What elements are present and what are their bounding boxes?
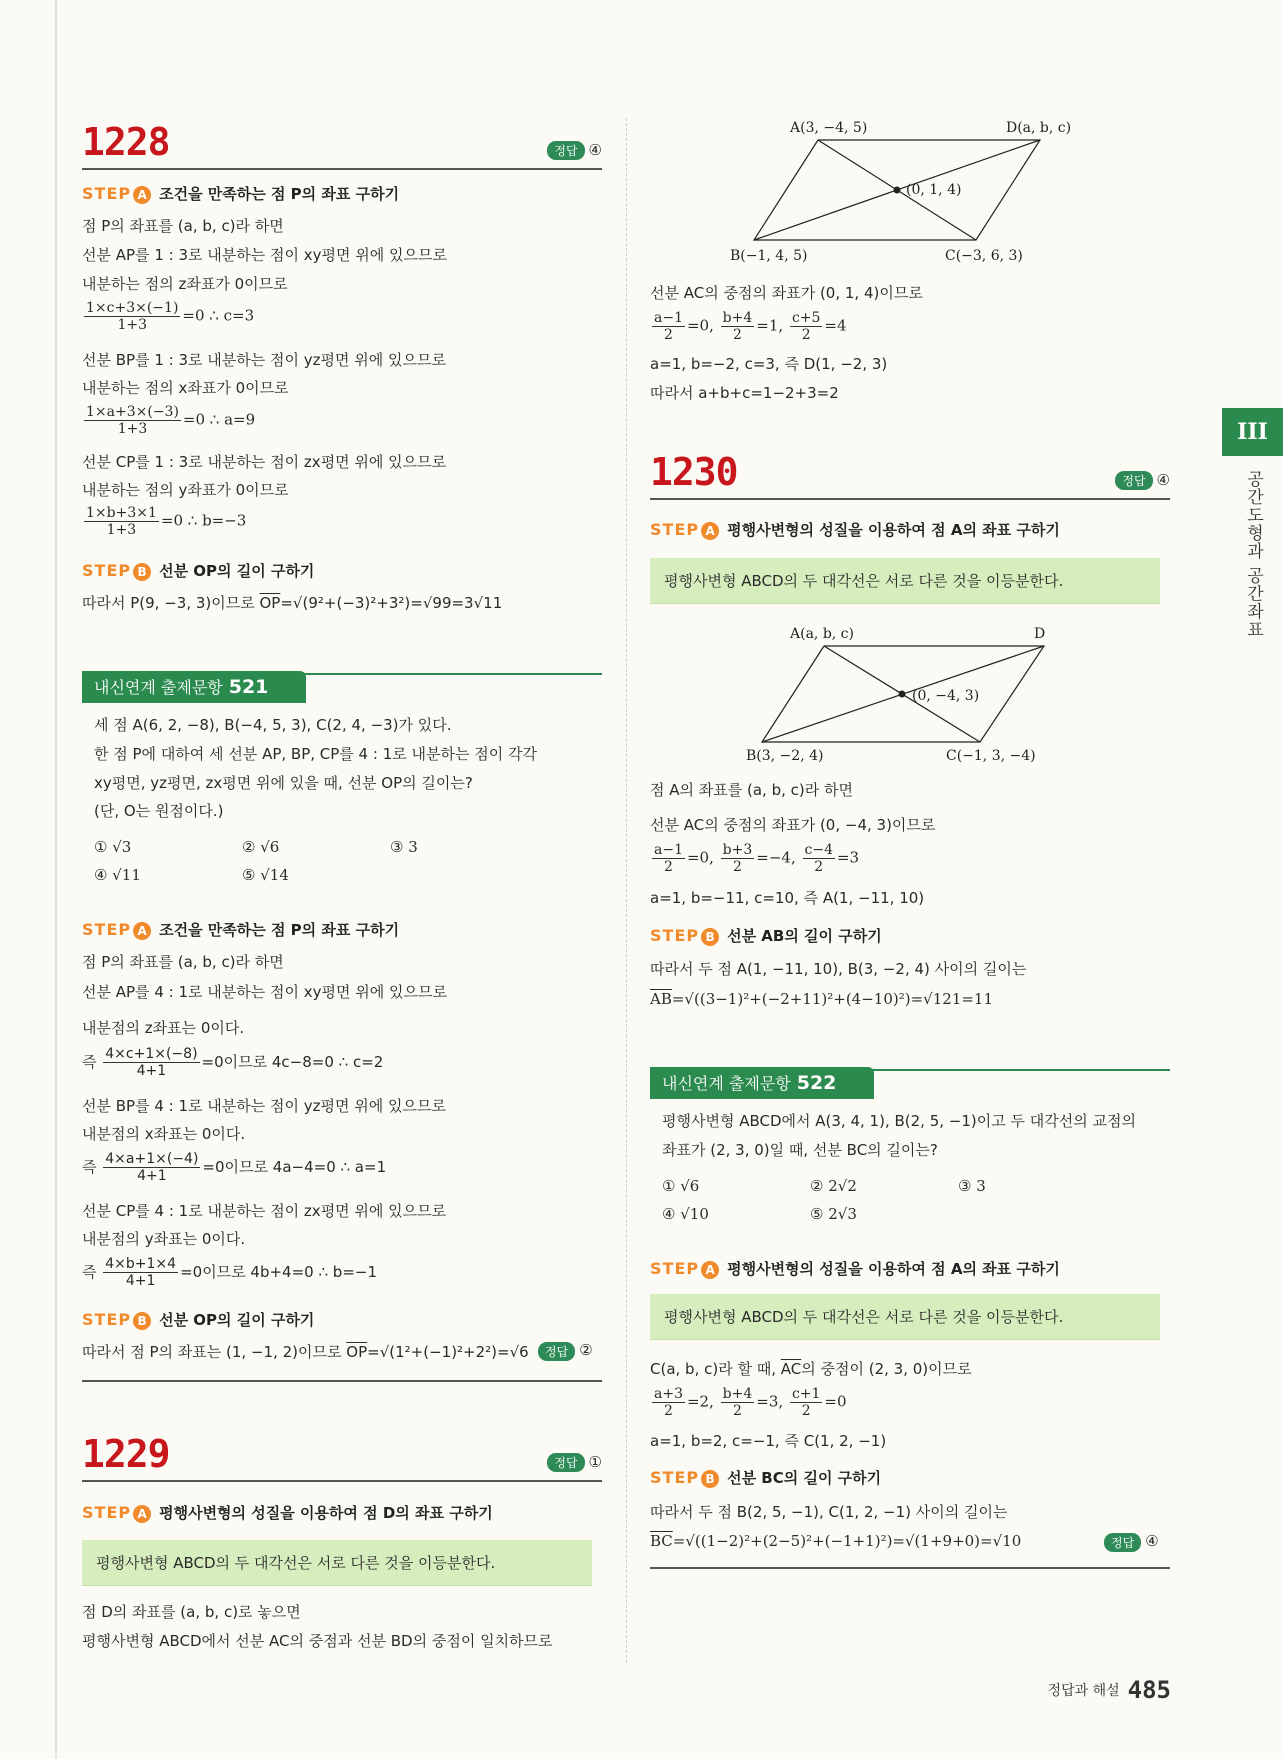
fraction-equation bbox=[650, 1386, 847, 1419]
step-title: 선분 AB의 길이 구하기 bbox=[727, 927, 882, 945]
text-line: 선분 AP를 1 : 3로 내분하는 점이 xy평면 위에 있으므로 bbox=[82, 246, 447, 264]
step-tag: STEP bbox=[650, 520, 700, 539]
text-line: 선분 AP를 4 : 1로 내분하는 점이 xy평면 위에 있으므로 bbox=[82, 983, 447, 1001]
label-c: C(−1, 3, −4) bbox=[946, 748, 1036, 764]
fraction-equation bbox=[82, 1046, 383, 1079]
fraction-equation bbox=[650, 842, 859, 875]
tip-box: 평행사변형 ABCD의 두 대각선은 서로 다른 것을 이등분한다. bbox=[650, 558, 1160, 604]
equation-rest: =1, bbox=[756, 316, 784, 335]
parallelogram-diagram-1230 bbox=[746, 618, 1100, 768]
fraction bbox=[84, 404, 181, 437]
segment-bc: $\overline{BC}$ bbox=[650, 1532, 673, 1550]
fraction bbox=[652, 842, 685, 875]
step-tag: STEP bbox=[82, 184, 132, 203]
equation-rest: =3 bbox=[836, 848, 860, 867]
choice-3: ③ 3 bbox=[958, 1177, 986, 1195]
step-tag: STEP bbox=[650, 926, 700, 945]
choices-row bbox=[662, 1177, 1106, 1195]
equation-rest: =4 bbox=[824, 316, 847, 335]
text-line: 내분하는 점의 x좌표가 0이므로 bbox=[82, 379, 289, 397]
fraction bbox=[790, 1386, 822, 1419]
numerator: b+4 bbox=[722, 310, 753, 326]
step-title: 선분 BC의 길이 구하기 bbox=[727, 1469, 882, 1487]
naesin-rule bbox=[282, 673, 602, 675]
question-line: 한 점 P에 대하여 세 선분 AP, BP, CP를 4 : 1로 내분하는 점이 각각 bbox=[94, 745, 537, 763]
step-letter: A bbox=[133, 1505, 151, 1523]
step-title: 평행사변형의 성질을 이용하여 점 A의 좌표 구하기 bbox=[727, 1260, 1060, 1278]
step-a-heading bbox=[82, 919, 399, 940]
naesin-rule bbox=[850, 1069, 1170, 1071]
problem-1228-header bbox=[82, 116, 602, 170]
choice-3: ③ 3 bbox=[390, 838, 418, 856]
naesin-label-bar bbox=[82, 671, 306, 703]
text-line: 선분 AC의 중점의 좌표가 (0, −4, 3)이므로 bbox=[650, 816, 936, 834]
text-part: C(a, b, c)라 할 때, bbox=[650, 1360, 781, 1378]
column-divider bbox=[626, 118, 627, 1663]
label-a: A(3, −4, 5) bbox=[790, 120, 868, 136]
step-letter: A bbox=[133, 922, 151, 940]
step-tag: STEP bbox=[82, 920, 132, 939]
choice-4: ④ √11 bbox=[94, 866, 141, 884]
numerator: 4×a+1×(−4) bbox=[105, 1151, 199, 1167]
step-tag: STEP bbox=[82, 1310, 132, 1329]
section-end-rule bbox=[82, 1380, 602, 1382]
text-line: 선분 CP를 4 : 1로 내분하는 점이 zx평면 위에 있으므로 bbox=[82, 1202, 447, 1220]
step-title: 선분 OP의 길이 구하기 bbox=[159, 1311, 315, 1329]
fraction bbox=[721, 310, 755, 343]
text-line: 내분점의 y좌표는 0이다. bbox=[82, 1230, 246, 1248]
fraction bbox=[84, 300, 180, 333]
step-a-heading bbox=[650, 1258, 1060, 1279]
fraction-equation bbox=[82, 404, 255, 437]
text-line: 내분하는 점의 y좌표가 0이므로 bbox=[82, 481, 289, 499]
naesin-label: 내신연계 출제문항 bbox=[94, 678, 223, 697]
label-d: D bbox=[1034, 626, 1046, 642]
step-title: 평행사변형의 성질을 이용하여 점 A의 좌표 구하기 bbox=[727, 521, 1060, 539]
step-a-heading bbox=[82, 1502, 493, 1523]
answer-value: ④ bbox=[1145, 1532, 1159, 1550]
numerator: b+3 bbox=[722, 842, 753, 858]
answer-marker bbox=[547, 141, 602, 160]
denominator: 2 bbox=[733, 859, 742, 875]
label-b: B(3, −2, 4) bbox=[746, 748, 824, 764]
problem-1230-header bbox=[650, 446, 1170, 500]
text-line: 점 D의 좌표를 (a, b, c)로 놓으면 bbox=[82, 1603, 301, 1621]
equation-rest: =0 bbox=[824, 1392, 847, 1411]
fraction bbox=[652, 1386, 685, 1419]
equation-rest: =0, bbox=[686, 848, 714, 867]
equation-prefix: 즉 bbox=[82, 1158, 102, 1176]
result-line bbox=[82, 1341, 529, 1362]
label-d: D(a, b, c) bbox=[1006, 120, 1072, 136]
text-line: 내분점의 x좌표는 0이다. bbox=[82, 1125, 246, 1143]
fraction-equation bbox=[82, 1151, 386, 1184]
answer-marker bbox=[1104, 1532, 1159, 1552]
text-line: 점 P의 좌표를 (a, b, c)라 하면 bbox=[82, 217, 284, 235]
label-midpoint: (0, 1, 4) bbox=[906, 182, 962, 198]
fraction bbox=[721, 1386, 755, 1419]
fraction bbox=[103, 1151, 200, 1184]
choices-row bbox=[94, 866, 390, 884]
segment-op: $\overline{OP}$ bbox=[259, 594, 281, 612]
numerator: c−4 bbox=[804, 842, 833, 858]
naesin-label-bar bbox=[650, 1067, 874, 1099]
numerator: b+4 bbox=[722, 1386, 753, 1402]
step-b-heading bbox=[650, 925, 882, 946]
segment-ac: $\overline{AC}$ bbox=[780, 1360, 802, 1378]
segment-op: $\overline{OP}$ bbox=[346, 1343, 368, 1361]
text-line: 따라서 두 점 A(1, −11, 10), B(3, −2, 4) 사이의 길이는 bbox=[650, 960, 1027, 978]
denominator: 2 bbox=[801, 327, 811, 343]
denominator: 2 bbox=[733, 327, 742, 343]
answer-badge: 정답 bbox=[1115, 471, 1152, 490]
chapter-title: 공간도형과 공간좌표 bbox=[1243, 470, 1263, 639]
label-c: C(−3, 6, 3) bbox=[945, 248, 1023, 264]
denominator: 2 bbox=[664, 327, 673, 343]
step-letter: B bbox=[701, 1470, 719, 1488]
denominator: 2 bbox=[733, 1403, 742, 1419]
result-text: 따라서 P(9, −3, 3)이므로 bbox=[82, 594, 260, 612]
segment-ab: $\overline{AB}$ bbox=[650, 990, 672, 1008]
step-letter: A bbox=[701, 522, 719, 540]
text-line: 내분점의 z좌표는 0이다. bbox=[82, 1019, 245, 1037]
step-letter: B bbox=[133, 563, 151, 581]
equation-prefix: 즉 bbox=[82, 1053, 102, 1071]
text-line: a=1, b=2, c=−1, 즉 C(1, 2, −1) bbox=[650, 1432, 887, 1450]
problem-1229-header bbox=[82, 1428, 602, 1482]
result-line bbox=[650, 1532, 1021, 1550]
answer-value: ② bbox=[579, 1341, 593, 1359]
answer-value: ④ bbox=[588, 141, 602, 159]
answer-value: ① bbox=[588, 1453, 602, 1471]
naesin-number: 522 bbox=[796, 1072, 837, 1094]
equation-prefix: 즉 bbox=[82, 1263, 102, 1281]
fraction bbox=[803, 842, 835, 875]
chapter-tab: III bbox=[1222, 408, 1283, 456]
equation-rest: =3, bbox=[756, 1392, 784, 1411]
equation-rest: =0이므로 4c−8=0 ∴ c=2 bbox=[201, 1053, 384, 1071]
choice-4: ④ √10 bbox=[662, 1205, 709, 1223]
naesin-number: 521 bbox=[228, 676, 269, 698]
choice-2: ② 2√2 bbox=[810, 1177, 857, 1195]
equation-rest: =0 ∴ c=3 bbox=[182, 306, 255, 325]
fraction-equation bbox=[82, 505, 246, 538]
naesin-521-header bbox=[82, 671, 602, 707]
text-line: 선분 AC의 중점의 좌표가 (0, 1, 4)이므로 bbox=[650, 284, 923, 302]
result-line bbox=[82, 592, 502, 613]
text-line: 평행사변형 ABCD에서 선분 AC의 중점과 선분 BD의 중점이 일치하므로 bbox=[82, 1632, 553, 1650]
step-b-heading bbox=[650, 1467, 881, 1488]
parallelogram-diagram-1229 bbox=[730, 118, 1080, 268]
question-line: xy평면, yz평면, zx평면 위에 있을 때, 선분 OP의 길이는? bbox=[94, 774, 473, 792]
denominator: 2 bbox=[801, 1403, 811, 1419]
equation-rest: =0, bbox=[686, 316, 714, 335]
fraction-equation bbox=[650, 310, 847, 343]
step-letter: B bbox=[133, 1312, 151, 1330]
equation-rest: =0이므로 4b+4=0 ∴ b=−1 bbox=[180, 1263, 377, 1281]
numerator: c+1 bbox=[791, 1386, 821, 1402]
text-line: a=1, b=−2, c=3, 즉 D(1, −2, 3) bbox=[650, 355, 888, 373]
step-a-heading bbox=[650, 519, 1060, 540]
result-formula: =√(1²+(−1)²+2²)=√6 bbox=[367, 1343, 529, 1361]
answer-badge: 정답 bbox=[538, 1342, 575, 1361]
fraction bbox=[721, 842, 755, 875]
midpoint-dot bbox=[894, 187, 901, 194]
label-b: B(−1, 4, 5) bbox=[730, 248, 808, 264]
page-footer bbox=[1048, 1676, 1171, 1704]
denominator: 2 bbox=[664, 859, 673, 875]
step-tag: STEP bbox=[82, 1503, 132, 1522]
text-line: 따라서 두 점 B(2, 5, −1), C(1, 2, −1) 사이의 길이는 bbox=[650, 1503, 1008, 1521]
equation-rest: =−4, bbox=[756, 848, 796, 867]
equation-rest: =0이므로 4a−4=0 ∴ a=1 bbox=[202, 1158, 387, 1176]
denominator: 1+3 bbox=[106, 522, 137, 538]
problem-number: 1228 bbox=[82, 120, 170, 164]
numerator: a−1 bbox=[654, 842, 683, 858]
tip-box: 평행사변형 ABCD의 두 대각선은 서로 다른 것을 이등분한다. bbox=[650, 1294, 1160, 1340]
step-a-heading bbox=[82, 183, 399, 204]
denominator: 4+1 bbox=[136, 1063, 167, 1079]
equation-rest: =2, bbox=[686, 1392, 714, 1411]
fraction bbox=[84, 505, 159, 538]
denominator: 4+1 bbox=[137, 1168, 167, 1184]
denominator: 1+3 bbox=[117, 317, 147, 333]
text-line: 따라서 a+b+c=1−2+3=2 bbox=[650, 384, 839, 402]
step-title: 선분 OP의 길이 구하기 bbox=[159, 562, 315, 580]
denominator: 4+1 bbox=[125, 1273, 156, 1289]
section-end-rule bbox=[650, 1567, 1170, 1569]
equation-rest: =0 ∴ a=9 bbox=[182, 410, 256, 429]
result-formula: =√(9²+(−3)²+3²)=√99=3√11 bbox=[280, 594, 503, 612]
tip-box: 평행사변형 ABCD의 두 대각선은 서로 다른 것을 이등분한다. bbox=[82, 1540, 592, 1586]
fraction bbox=[652, 310, 685, 343]
fraction bbox=[790, 310, 822, 343]
question-line: 좌표가 (2, 3, 0)일 때, 선분 BC의 길이는? bbox=[662, 1141, 938, 1159]
step-letter: A bbox=[133, 186, 151, 204]
denominator: 1+3 bbox=[117, 421, 148, 437]
choices-row bbox=[94, 838, 538, 856]
denominator: 2 bbox=[664, 1403, 673, 1419]
label-a: A(a, b, c) bbox=[790, 626, 854, 642]
result-formula: =√((3−1)²+(−2+11)²+(4−10)²)=√121=11 bbox=[671, 990, 994, 1008]
answer-marker bbox=[547, 1453, 602, 1472]
step-letter: B bbox=[701, 928, 719, 946]
step-title: 평행사변형의 성질을 이용하여 점 D의 좌표 구하기 bbox=[159, 1504, 493, 1522]
answer-marker bbox=[538, 1341, 593, 1361]
numerator: 4×c+1×(−8) bbox=[105, 1046, 198, 1062]
label-midpoint: (0, −4, 3) bbox=[912, 688, 980, 704]
numerator: c+5 bbox=[791, 310, 821, 326]
numerator: 1×b+3×1 bbox=[86, 505, 157, 521]
naesin-522-header bbox=[650, 1067, 1170, 1103]
text-line: a=1, b=−11, c=10, 즉 A(1, −11, 10) bbox=[650, 889, 925, 907]
step-tag: STEP bbox=[82, 561, 132, 580]
question-line: (단, O는 원점이다.) bbox=[94, 802, 224, 820]
question-line: 평행사변형 ABCD에서 A(3, 4, 1), B(2, 5, −1)이고 두 대각선의 교점의 bbox=[662, 1112, 1136, 1130]
equation-rest: =0 ∴ b=−3 bbox=[160, 511, 247, 530]
result-line bbox=[650, 990, 993, 1008]
midpoint-dot bbox=[899, 691, 906, 698]
text-part: 의 중점이 (2, 3, 0)이므로 bbox=[801, 1360, 972, 1378]
numerator: 4×b+1×4 bbox=[105, 1256, 177, 1272]
choices-row bbox=[662, 1205, 958, 1223]
numerator: 1×a+3×(−3) bbox=[86, 404, 179, 420]
text-line: 점 P의 좌표를 (a, b, c)라 하면 bbox=[82, 953, 284, 971]
choice-1: ① √3 bbox=[94, 838, 132, 856]
numerator: a−1 bbox=[654, 310, 683, 326]
text-line: 선분 CP를 1 : 3로 내분하는 점이 zx평면 위에 있으므로 bbox=[82, 453, 447, 471]
result-formula: =√((1−2)²+(2−5)²+(−1+1)²)=√(1+9+0)=√10 bbox=[672, 1532, 1022, 1550]
answer-badge: 정답 bbox=[547, 1453, 584, 1472]
answer-value: ④ bbox=[1156, 471, 1170, 489]
answer-badge: 정답 bbox=[547, 141, 584, 160]
page-number: 485 bbox=[1127, 1676, 1171, 1704]
step-b-heading bbox=[82, 1309, 314, 1330]
problem-number: 1230 bbox=[650, 450, 738, 494]
choice-5: ⑤ √14 bbox=[242, 866, 289, 884]
choice-1: ① √6 bbox=[662, 1177, 700, 1195]
text-line bbox=[650, 1358, 972, 1379]
fraction bbox=[103, 1046, 199, 1079]
denominator: 2 bbox=[814, 859, 824, 875]
fraction-equation bbox=[82, 300, 254, 333]
numerator: 1×c+3×(−1) bbox=[86, 300, 179, 316]
result-text: 따라서 점 P의 좌표는 (1, −1, 2)이므로 bbox=[82, 1343, 347, 1361]
text-line: 점 A의 좌표를 (a, b, c)라 하면 bbox=[650, 781, 853, 799]
text-line: 내분하는 점의 z좌표가 0이므로 bbox=[82, 275, 288, 293]
step-tag: STEP bbox=[650, 1259, 700, 1278]
fraction-equation bbox=[82, 1256, 377, 1289]
choice-2: ② √6 bbox=[242, 838, 280, 856]
question-line: 세 점 A(6, 2, −8), B(−4, 5, 3), C(2, 4, −3)가 있다. bbox=[94, 716, 452, 734]
step-title: 조건을 만족하는 점 P의 좌표 구하기 bbox=[159, 185, 400, 203]
choice-5: ⑤ 2√3 bbox=[810, 1205, 857, 1223]
numerator: a+3 bbox=[654, 1386, 683, 1402]
page-gutter-line bbox=[55, 0, 57, 1759]
text-line: 선분 BP를 1 : 3로 내분하는 점이 yz평면 위에 있으므로 bbox=[82, 351, 446, 369]
problem-number: 1229 bbox=[82, 1432, 170, 1476]
text-line: 선분 BP를 4 : 1로 내분하는 점이 yz평면 위에 있으므로 bbox=[82, 1097, 446, 1115]
step-title: 조건을 만족하는 점 P의 좌표 구하기 bbox=[159, 921, 400, 939]
answer-marker bbox=[1115, 471, 1170, 490]
step-tag: STEP bbox=[650, 1468, 700, 1487]
naesin-label: 내신연계 출제문항 bbox=[662, 1074, 791, 1093]
fraction bbox=[103, 1256, 178, 1289]
step-letter: A bbox=[701, 1261, 719, 1279]
step-b-heading bbox=[82, 560, 314, 581]
footer-label: 정답과 해설 bbox=[1047, 1683, 1120, 1699]
answer-badge: 정답 bbox=[1104, 1533, 1141, 1552]
